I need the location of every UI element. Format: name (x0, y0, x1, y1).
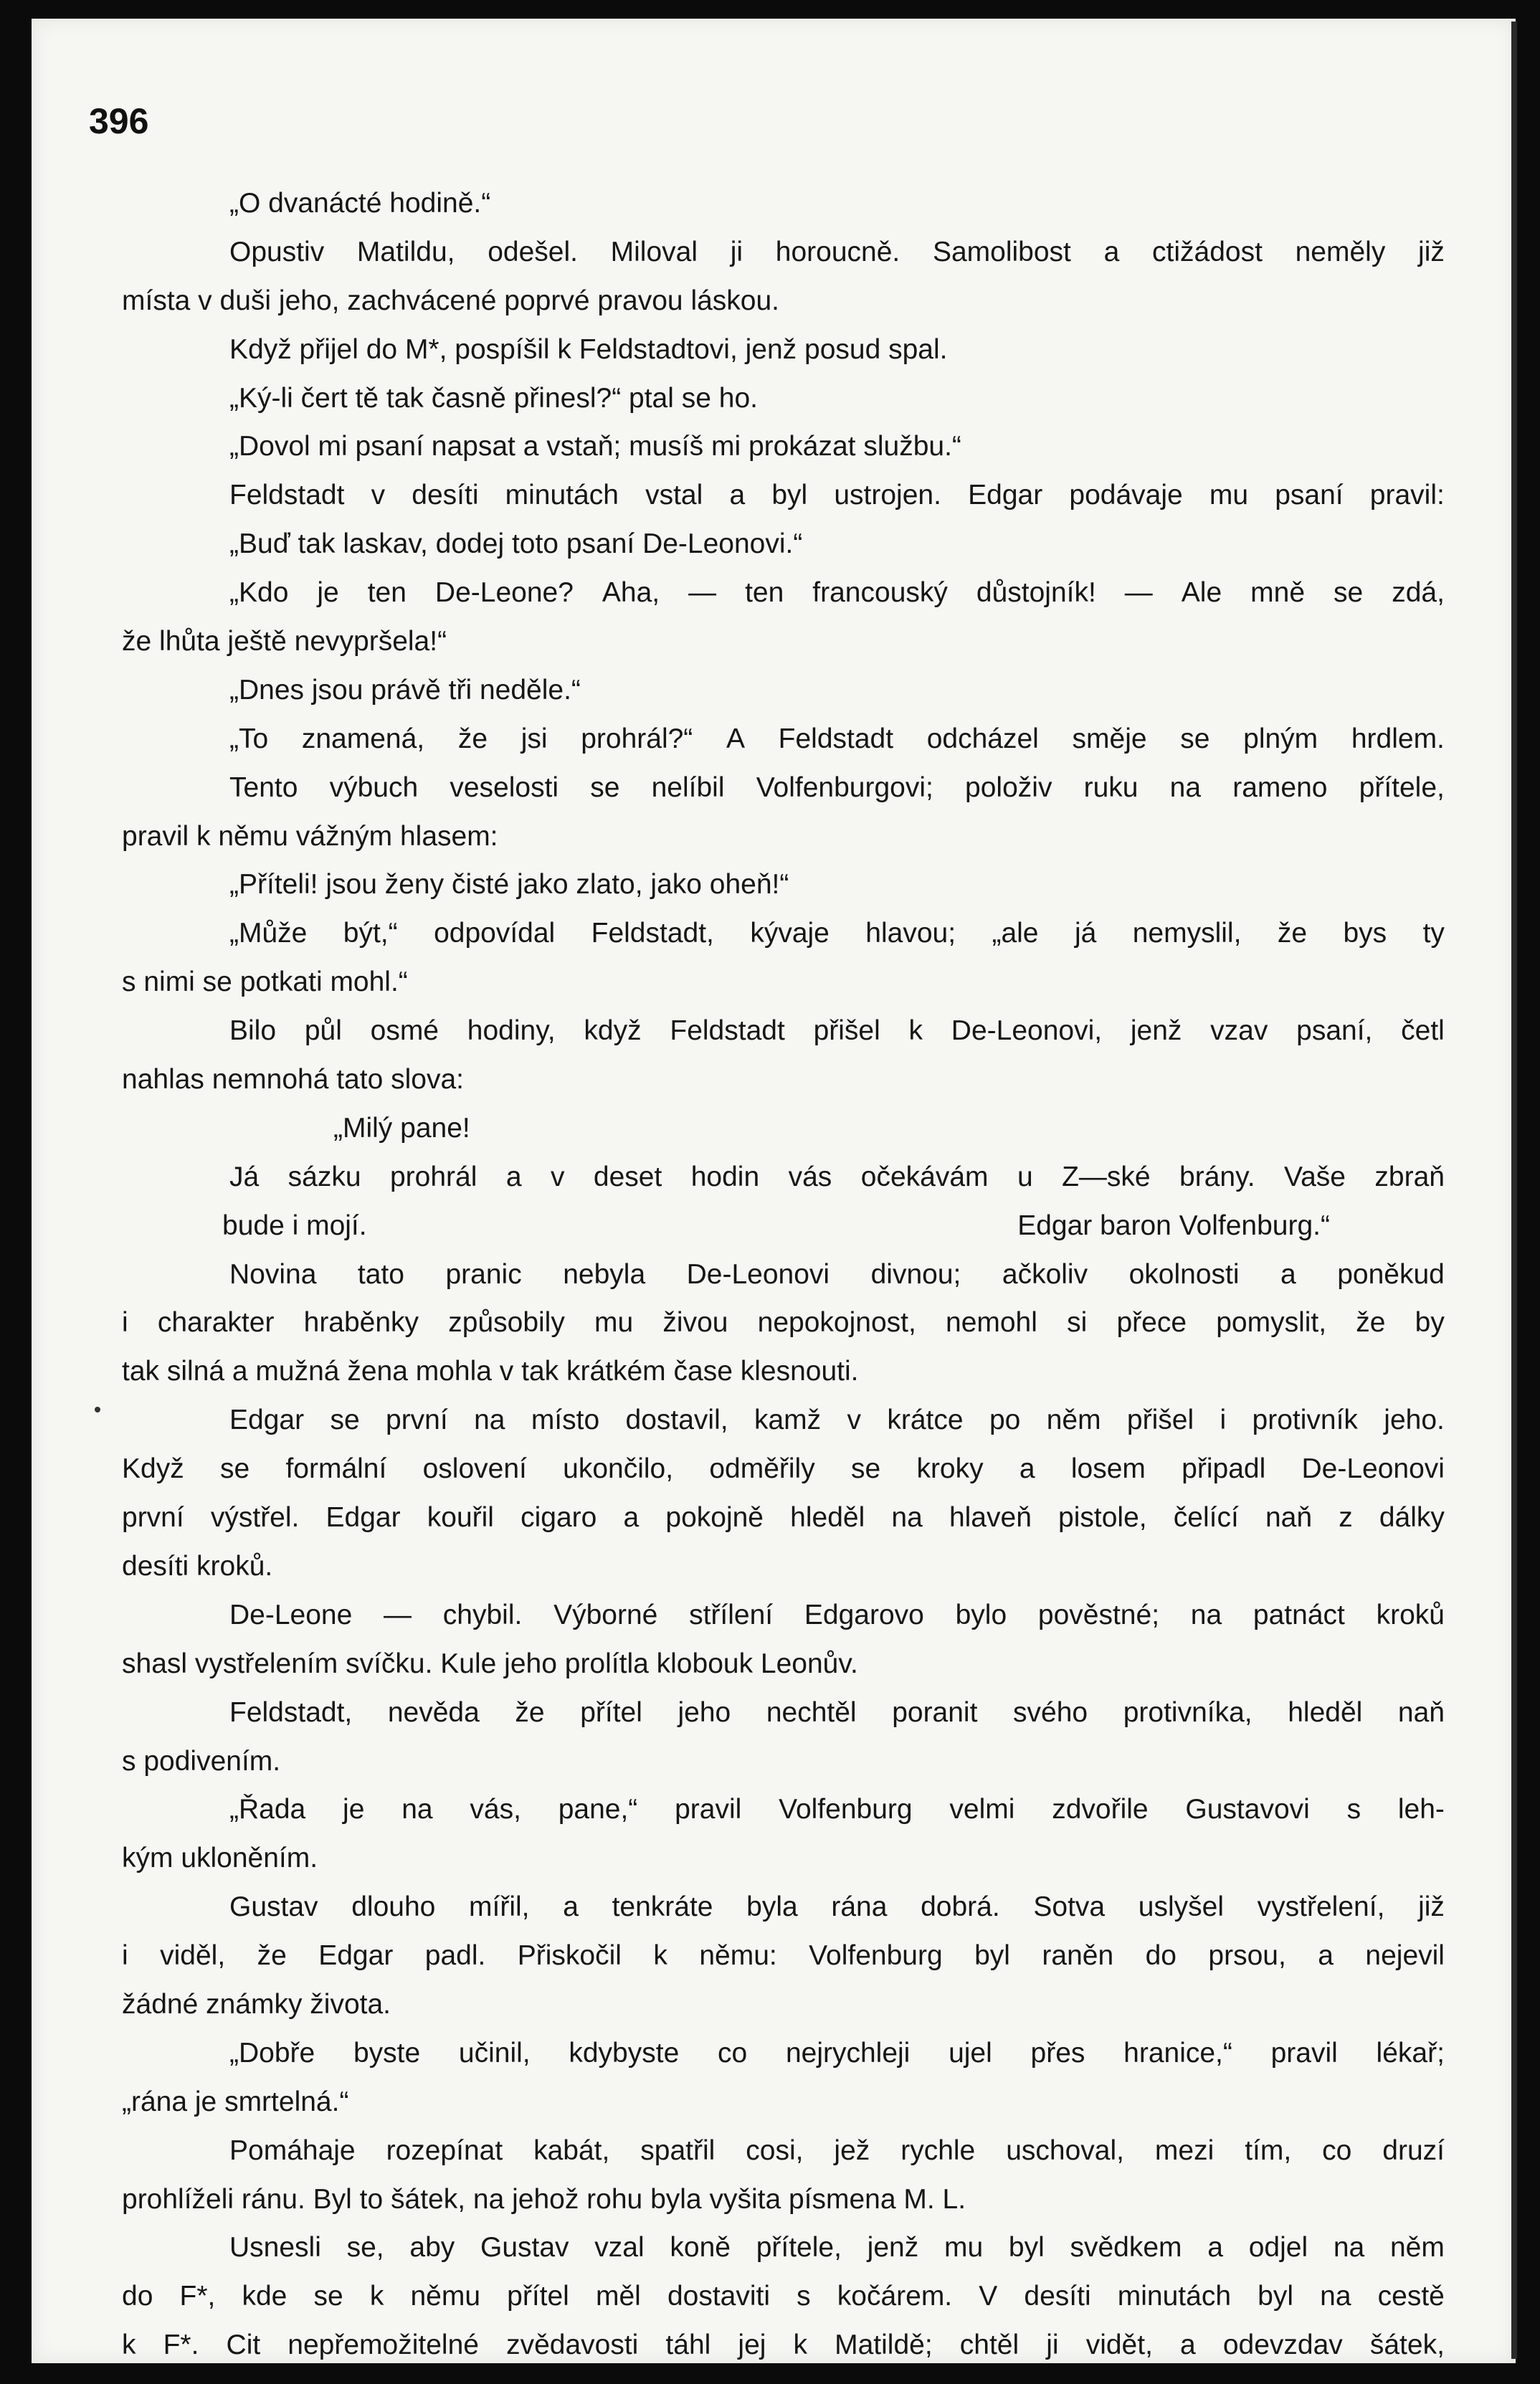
text-line: Gustav dlouho mířil, a tenkráte byla rána dobrá. Sotva uslyšel vystřelení, již (229, 1891, 1445, 1923)
text-line: „To znamená, že jsi prohrál?“ A Feldstadt odcházel směje se plným hrdlem. (229, 723, 1445, 754)
text-line: že lhůta ještě nevypršela!“ (122, 626, 447, 657)
text-line: „O dvanácté hodině.“ (229, 188, 491, 219)
ink-speck (95, 1407, 100, 1412)
page-number: 396 (89, 101, 149, 141)
letter-signature: Edgar baron Volfenburg.“ (1017, 1210, 1330, 1241)
text-line: Novina tato pranic nebyla De-Leonovi divnou; ačkoliv okolnosti a poněkud (229, 1258, 1445, 1290)
text-line: „Může být,“ odpovídal Feldstadt, kývaje hlavou; „ale já nemyslil, že bys ty (229, 918, 1445, 949)
page-edge (1511, 22, 1517, 2359)
text-line: i charakter hraběnky způsobily mu živou nepokojnost, nemohl si přece pomyslit, že by (122, 1307, 1445, 1339)
text-line: nahlas nemnohá tato slova: (122, 1064, 464, 1096)
text-line: místa v duši jeho, zachvácené poprvé pravou láskou. (122, 285, 780, 316)
text-line: pravil k němu vážným hlasem: (122, 820, 498, 852)
text-line: desíti kroků. (122, 1550, 273, 1582)
text-line: „Řada je na vás, pane,“ pravil Volfenburg velmi zdvořile Gustavovi s leh- (229, 1794, 1445, 1825)
text-line: žádné známky života. (122, 1988, 391, 2020)
text-line: Usnesli se, aby Gustav vzal koně přítele, jenž mu byl svědkem a odjel na něm (229, 2232, 1445, 2264)
text-line: kým ukloněním. (122, 1843, 318, 1874)
letter-closing: bude i mojí. Edgar baron Volfenburg.“ (122, 1202, 1445, 1250)
text-line: „Ký-li čert tě tak časně přinesl?“ ptal se ho. (229, 382, 758, 414)
text-line: s podivením. (122, 1745, 281, 1777)
text-line: Opustiv Matildu, odešel. Miloval ji horoucně. Samolibost a ctižádost neměly již (229, 236, 1445, 267)
text-line: „Buď tak laskav, dodej toto psaní De-Leonovi.“ (229, 528, 803, 560)
text-line: Pomáhaje rozepínat kabát, spatřil cosi, jež rychle uschoval, mezi tím, co druzí (229, 2134, 1445, 2166)
text-line: Feldstadt v desíti minutách vstal a byl ustrojen. Edgar podávaje mu psaní pravil: (229, 480, 1445, 511)
text-line: „Dovol mi psaní napsat a vstaň; musíš mi prokázat službu.“ (229, 431, 961, 462)
letter-greeting: „Milý pane! (333, 1112, 470, 1144)
text-line: Bilo půl osmé hodiny, když Feldstadt přišel k De-Leonovi, jenž vzav psaní, četl (229, 1015, 1445, 1047)
text-line: „rána je smrtelná.“ (122, 2086, 349, 2117)
text-line: do F*, kde se k němu přítel měl dostaviti s kočárem. V desíti minutách byl na cestě (122, 2281, 1445, 2312)
text-line: De-Leone — chybil. Výborné střílení Edgarovo bylo pověstné; na patnáct kroků (229, 1599, 1445, 1630)
text-line: „Dnes jsou právě tři neděle.“ (229, 674, 581, 706)
text-line: Edgar se první na místo dostavil, kamž v krátce po něm přišel i protivník jeho. (229, 1405, 1445, 1436)
text-line: i viděl, že Edgar padl. Přiskočil k němu: Volfenburg byl raněn do prsou, a nejevil (122, 1940, 1445, 1972)
text-line: tak silná a mužná žena mohla v tak krátkém čase klesnouti. (122, 1356, 859, 1387)
body-text (122, 179, 1445, 2370)
text-line: Feldstadt, nevěda že přítel jeho nechtěl poranit svého protivníka, hleděl naň (229, 1696, 1445, 1728)
text-line: shasl vystřelením svíčku. Kule jeho prolítla klobouk Leonův. (122, 1648, 858, 1679)
text-line: první výstřel. Edgar kouřil cigaro a pokojně hleděl na hlaveň pistole, čelící naň z dálky (122, 1502, 1445, 1534)
text-line: Tento výbuch veselosti se nelíbil Volfenburgovi; položiv ruku na rameno přítele, (229, 771, 1445, 803)
text-line: „Příteli! jsou ženy čisté jako zlato, jako oheň!“ (229, 869, 789, 901)
text-line: Když přijel do M*, pospíšil k Feldstadtovi, jenž posud spal. (229, 333, 948, 365)
text-line: „Dobře byste učinil, kdybyste co nejrychleji ujel přes hranice,“ pravil lékař; (229, 2037, 1445, 2069)
text-line: „Kdo je ten De-Leone? Aha, — ten francouský důstojník! — Ale mně se zdá, (229, 577, 1445, 609)
text-line: s nimi se potkati mohl.“ (122, 967, 408, 998)
text-line: prohlíželi ránu. Byl to šátek, na jehož rohu byla vyšita písmena M. L. (122, 2183, 966, 2215)
text-line: k F*. Cit nepřemožitelné zvědavosti táhl jej k Matildě; chtěl ji vidět, a odevzdav šátek, (122, 2330, 1445, 2361)
text-line: Když se formální oslovení ukončilo, odměřily se kroky a losem připadl De-Leonovi (122, 1453, 1445, 1485)
letter-line: Já sázku prohrál a v deset hodin vás očekávám u Z—ské brány. Vaše zbraň (229, 1161, 1445, 1192)
